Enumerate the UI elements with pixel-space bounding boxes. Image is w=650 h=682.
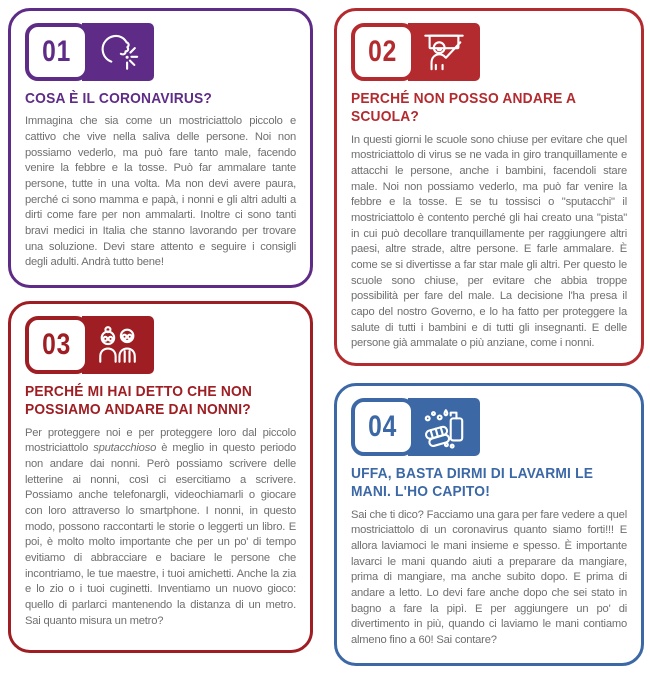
- card-01-number-box: [25, 23, 89, 81]
- card-03-grandparents: [8, 301, 313, 653]
- card-01-number: 01: [42, 35, 72, 68]
- grandparents-icon: [82, 316, 154, 374]
- card-03-number-box: [25, 316, 89, 374]
- right-column: [334, 8, 644, 666]
- hand-washing-icon: [408, 398, 480, 456]
- card-03-number: 03: [42, 328, 72, 361]
- card-02-title: PERCHÉ NON POSSO ANDARE A SCUOLA?: [351, 90, 576, 126]
- teacher-at-blackboard-icon: [408, 23, 480, 81]
- person-sneezing-icon: [82, 23, 154, 81]
- card-01-what-is-coronavirus: [8, 8, 313, 288]
- card-03-badge: [25, 316, 296, 374]
- card-01-title: COSA È IL CORONAVIRUS?: [25, 90, 213, 107]
- card-02-number: 02: [368, 35, 398, 68]
- left-column: [8, 8, 313, 653]
- card-03-body-italic-word: sputacchioso: [93, 442, 157, 455]
- card-02-body: In questi giorni le scuole sono chiuse per evitare che quel mostriciattolo di virus se ne vada in giro tranquillamente e attacchi le persone, anche i bambini, facendoli stare male. Noi non possiamo vederlo, ma può far venire la febbre e la tosse. E se tu tossisci o "sputacchi" il mostriciattolo è contento perché gli hai creato una "pista" in cui può decollare tranquillamente per raggiungere altri paesi, altre strade, altre persone. E farle ammalare. È come se si divertisse a far star male gli altri. Per questo le scuole sono chiuse, per evitare che abbia troppe possibilità per fare del male. La decisione l'ha presa il capo del nostro Governo, e lo ha fatto per proteggere la salute di tutti i bambini e di tutti gli insegnanti. E delle persone già ammalate o più anziane, come i nonni.: [351, 133, 627, 350]
- card-03-title: PERCHÉ MI HAI DETTO CHE NON POSSIAMO ANDARE DAI NONNI?: [25, 383, 253, 419]
- card-04-number-box: [351, 398, 415, 456]
- card-01-body: Immagina che sia come un mostriciattolo piccolo e cattivo che vive nella saliva delle persone. Noi non possiamo vederlo, ma può fare tanto male, facendo venire la febbre e la tosse. Può far ammalare tante persone, tutte in una volta. Ma non devi avere paura, perché ci sono mamma e papà, i nonni e gli altri adulti a dirti come fare per non ammalarti. Inoltre ci sono tanti bravi medici in Italia che stanno lavorando per trovare una soluzione. Devi stare attento e seguire i consigli degli adulti. Andrà tutto bene!: [25, 115, 296, 269]
- card-03-body: [25, 426, 296, 630]
- card-04-body: Sai che ti dico? Facciamo una gara per fare vedere a quel mostriciattolo di un coronavirus quanto siamo forti!!! E allora laviamoci le mani insieme e spesso. È importante lavarci le mani quando aiuti a preparare da mangiare, prima di mangiare, ma anche subito dopo. E prima di andare a letto. Lo devi fare anche dopo che sei stato in bagno a fare la pipì. E per aggiungere un po' di divertimento in più, quando ci laviamo le mani contiamo almeno fino a 60! Sai contare?: [351, 508, 627, 646]
- card-02-badge: [351, 23, 627, 81]
- card-03-body-rest: è meglio in questo periodo non andare dai nonni. Però possiamo scrivere delle letterine ai nonni, così ci esercitiamo a scrivere. Possiamo anche telefonargli, videochiamarli o giocare con loro attraverso lo smartphone. I nonni, in questo modo, possono raccontarti le storie o leggerti un libro. E poi, è molto molto importante che per un po' di tempo evitiamo di abbracciare e baciare le persone che incontriamo, le tue maestre, i tuoi amichetti. Anche la zia e lo zio o i tuoi cuginetti. Inventiamo un nuovo gioco: quello di parlarci mantenendo la distanza di un metro. Sai quanto misura un metro?: [25, 442, 296, 627]
- card-04-wash-hands: [334, 383, 644, 666]
- card-03-body-lead: Per proteggere noi e per proteggere loro dal piccolo mostriciattolo: [25, 426, 296, 455]
- card-04-number: 04: [368, 410, 398, 443]
- card-02-number-box: [351, 23, 415, 81]
- card-01-badge: [25, 23, 296, 81]
- card-02-school-closed: [334, 8, 644, 366]
- card-04-badge: [351, 398, 627, 456]
- card-04-title: UFFA, BASTA DIRMI DI LAVARMI LE MANI. L'HO CAPITO!: [351, 465, 594, 501]
